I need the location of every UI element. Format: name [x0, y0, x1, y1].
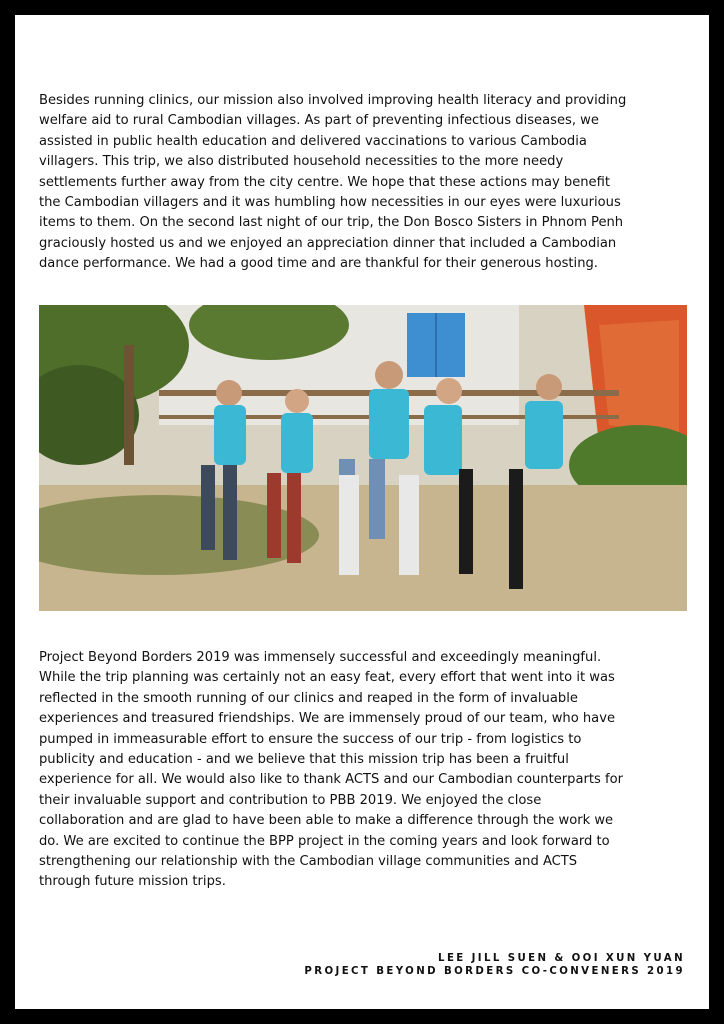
signature-role: PROJECT BEYOND BORDERS CO-CONVENERS 2019 — [304, 965, 685, 977]
signature-names: LEE JILL SUEN & OOI XUN YUAN — [438, 953, 685, 964]
paragraph-clinics-and-aid: Besides running clinics, our mission also involved improving health literacy and providing welfare aid to rural Cambodian villages. As part of preventing infectious diseases, we assisted in public health education and delivered vaccinations to various Cambodia villagers. This trip, we also distributed household necessities to the more needy settlements further away from the city centre. We hope that these actions may benefit the Cambodian villagers and it was humbling how necessities in our eyes were luxurious items to them. On the second last night of our trip, the Don Bosco Sisters in Phnom Penh graciously hosted us and we enjoyed an appreciation dinner that included a Cambodian dance performance. We had a good time and are thankful for their generous hosting. — [39, 93, 627, 272]
signature-block — [304, 953, 685, 978]
paragraph-conclusion: Project Beyond Borders 2019 was immensely successful and exceedingly meaningful. While the trip planning was certainly not an easy feat, every effort that went into it was reflected in the smooth running of our clinics and reaped in the form of invaluable experiences and treasured friendships. We are immensely proud of our team, who have pumped in immeasurable effort to ensure the success of our trip - from logistics to publicity and education - and we believe that this mission trip has been a fruitful experience for all. We would also like to thank ACTS and our Cambodian counterparts for their invaluable support and contribution to PBB 2019. We enjoyed the close collaboration and are glad to have been able to make a difference through the work we do. We are excited to continue the BPP project in the coming years and look forward to strengthening our relationship with the Cambodian village communities and ACTS through future mission trips. — [39, 650, 624, 890]
team-group-photo — [39, 305, 687, 611]
document-page — [15, 15, 709, 1009]
photo-illustration — [39, 305, 687, 611]
